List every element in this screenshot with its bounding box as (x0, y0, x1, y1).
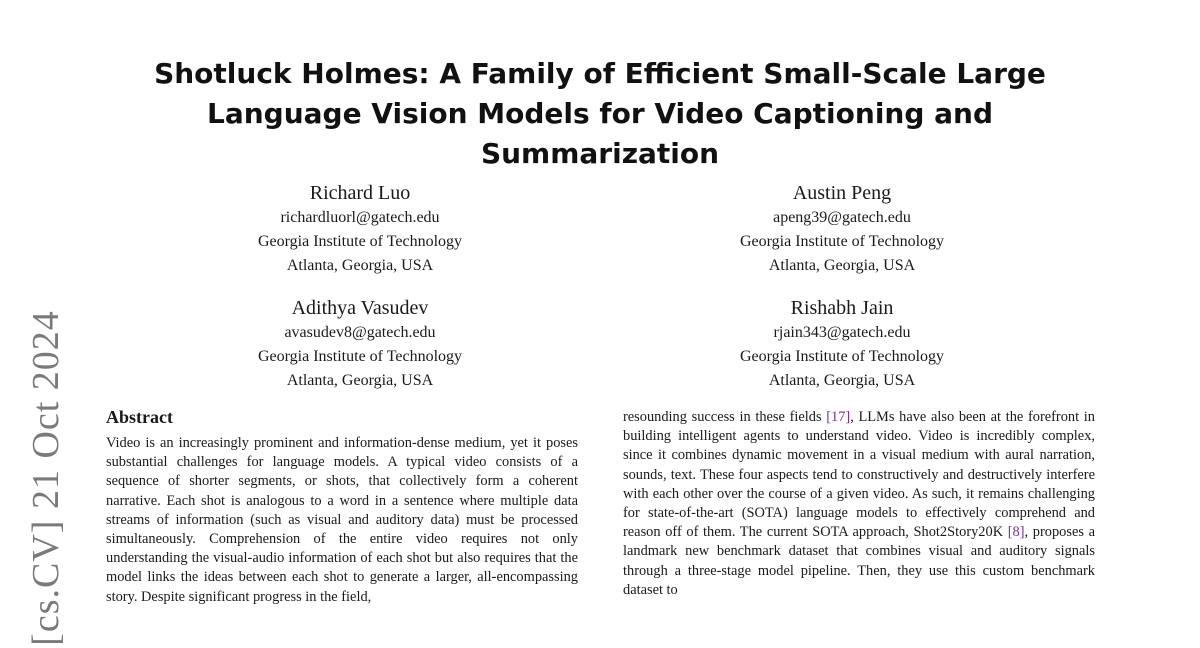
author-email: apeng39@gatech.edu (773, 209, 911, 226)
author-affiliation: Georgia Institute of Technology (257, 233, 463, 250)
author-block (642, 295, 1042, 393)
author-location: Atlanta, Georgia, USA (286, 372, 434, 389)
author-name: Rishabh Jain (790, 297, 894, 319)
author-affiliation: Georgia Institute of Technology (257, 348, 463, 365)
author-name: Austin Peng (792, 182, 892, 204)
author-location: Atlanta, Georgia, USA (768, 372, 916, 389)
body-text: , proposes a landmark new benchmark dataset that combines visual and auditory signals through a three-stage model pipeline. Then, they use this custom benchmark dataset to (623, 524, 1095, 598)
author-affiliation: Georgia Institute of Technology (739, 348, 945, 365)
author-block (642, 180, 1042, 278)
citation-link[interactable]: [17] (826, 409, 851, 425)
introduction-body (623, 408, 1095, 600)
body-text: resounding success in these fields (623, 409, 827, 425)
author-name: Adithya Vasudev (291, 297, 429, 319)
author-block (160, 295, 560, 393)
arxiv-stamp-text: [cs.CV] 21 Oct 2024 (25, 310, 67, 646)
paper-title: Shotluck Holmes: A Family of Efficient Small-Scale Large Language Vision Models for Video Captioning and Summarization (154, 57, 1046, 170)
body-text: , LLMs have also been at the forefront in building intelligent agents to understand video. Video is incredibly complex, since it combines dynamic movement in a visual medium with aural narration, sounds, text. These four aspects tend to constructively and destructively interfere with each other over the course of a given video. As such, it remains challenging for state-of-the-art (SOTA) language models to effectively comprehend and reason off of them. The current SOTA approach, Shot2Story20K (623, 409, 1095, 541)
author-email: richardluorl@gatech.edu (280, 209, 440, 226)
abstract-heading: Abstract (106, 407, 173, 427)
citation-link[interactable]: [8] (1007, 524, 1025, 541)
author-email: rjain343@gatech.edu (773, 324, 911, 341)
abstract-body: Video is an increasingly prominent and information-dense medium, yet it poses substantial challenges for language models. A typical video consists of a sequence of shorter segments, or shots, that collectively form a coherent narrative. Each shot is analogous to a word in a sentence where multiple data streams of information (such as visual and auditory data) must be processed simultaneously. Comprehension of the entire video requires not only understanding the visual-audio information of each shot but also requires that the model links the ideas between each shot to generate a larger, all-encompassing story. Despite significant progress in the field, (106, 435, 578, 605)
author-location: Atlanta, Georgia, USA (286, 257, 434, 274)
author-name: Richard Luo (309, 182, 411, 204)
author-email: avasudev8@gatech.edu (284, 324, 436, 341)
author-affiliation: Georgia Institute of Technology (739, 233, 945, 250)
author-block (160, 180, 560, 278)
author-location: Atlanta, Georgia, USA (768, 257, 916, 274)
